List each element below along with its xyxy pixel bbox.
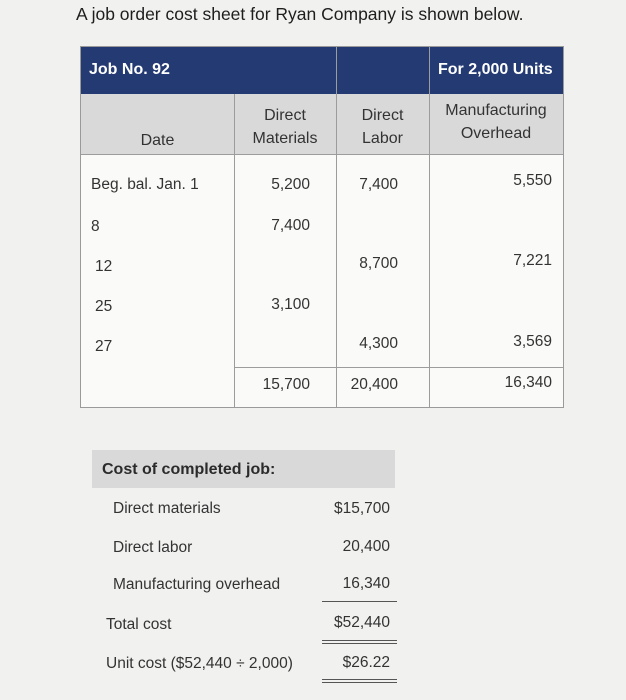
col-moh-line1: Manufacturing [445,102,547,119]
row-date: Beg. bal. Jan. 1 [91,176,199,193]
cost-summary-header [92,450,395,488]
unit-cost-rule [322,682,397,683]
job-cost-sheet [80,46,564,408]
row-dm: 3,100 [271,296,310,313]
total-cost-label: Total cost [106,616,172,633]
row-moh: 7,221 [513,252,552,269]
header-blank-cell [337,47,429,94]
row-date: 27 [95,338,113,355]
subtotal-rule [322,601,397,602]
totals-divider [234,367,563,368]
row-moh: 5,550 [513,172,552,189]
cost-dm-label: Direct materials [113,500,221,517]
row-dl: 8,700 [359,255,398,272]
unit-cost-label: Unit cost ($52,440 ÷ 2,000) [106,655,293,672]
col-dm-line1: Direct [264,107,306,124]
cost-dl-amount: 20,400 [342,538,390,555]
total-rule [322,643,397,644]
row-date: 25 [95,298,113,315]
intro-text: A job order cost sheet for Ryan Company is shown below. [76,4,524,24]
cost-dl-label: Direct labor [113,539,193,556]
total-dm: 15,700 [262,376,310,393]
row-dl: 7,400 [359,176,398,193]
row-dm: 7,400 [271,217,310,234]
cost-summary-title: Cost of completed job: [102,461,276,478]
cost-dm-amount: $15,700 [333,500,390,517]
row-moh: 3,569 [513,333,552,350]
row-dm: 5,200 [271,176,310,193]
row-dl: 4,300 [359,335,398,352]
cost-moh-label: Manufacturing overhead [113,576,281,593]
row-date: 12 [95,258,113,275]
job-number: Job No. 92 [89,61,170,78]
total-cost-amount: $52,440 [333,614,390,631]
header-divider [81,154,563,155]
unit-cost-amount: $26.22 [342,654,390,671]
col-dl-line2: Labor [362,130,403,147]
col-moh-line2: Overhead [460,125,532,142]
divider [336,47,337,407]
total-dl: 20,400 [350,376,398,393]
row-date: 8 [91,218,100,235]
units-label: For 2,000 Units [438,61,553,78]
unit-cost-rule [322,679,397,680]
total-rule [322,640,397,641]
units-header [430,47,563,94]
total-moh: 16,340 [504,374,552,391]
cost-moh-amount: 16,340 [342,575,390,592]
col-dm-line2: Materials [252,130,318,147]
col-dl-line1: Direct [361,107,404,124]
col-date: Date [140,132,175,149]
job-number-header [81,47,336,94]
